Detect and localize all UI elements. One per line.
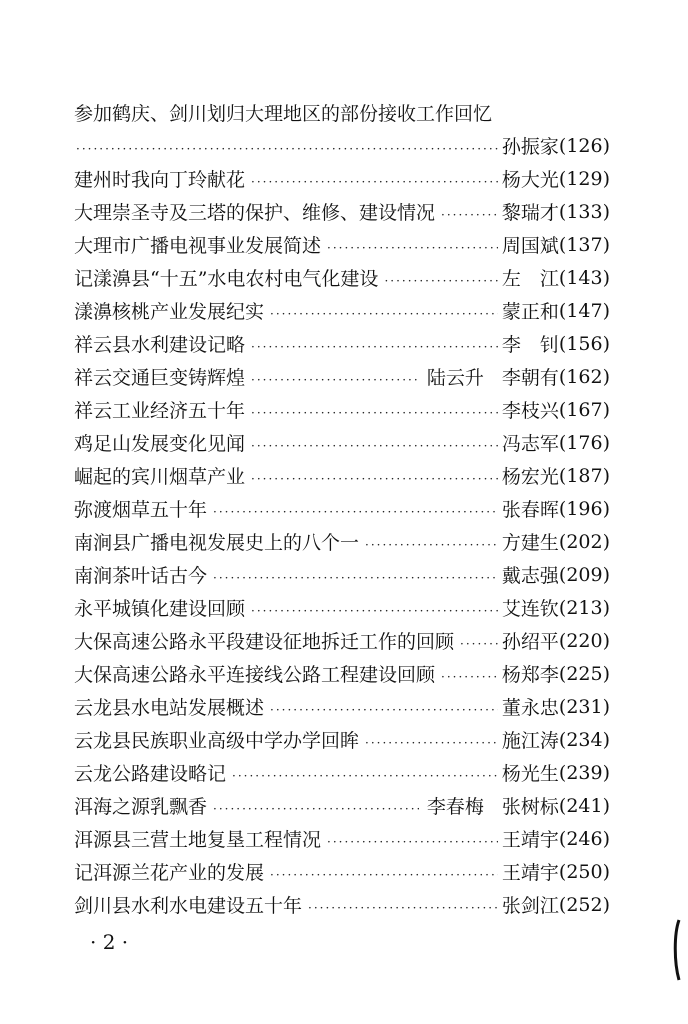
toc-entry bbox=[74, 525, 610, 558]
entry-author: 冯志军 bbox=[501, 433, 559, 455]
entry-title: 参加鹤庆、剑川划归大理地区的部份接收工作回忆 bbox=[74, 103, 493, 125]
entry-title: 崛起的宾川烟草产业 bbox=[74, 466, 246, 488]
entry-title: 记漾濞县“十五”水电农村电气化建设 bbox=[74, 268, 379, 290]
entry-title: 大理崇圣寺及三塔的保护、维修、建设情况 bbox=[74, 202, 436, 224]
toc-entry-continuation bbox=[74, 129, 610, 162]
entry-coauthor: 李春梅 bbox=[419, 792, 498, 819]
entry-title: 弥渡烟草五十年 bbox=[74, 499, 208, 521]
leader-dots bbox=[363, 737, 498, 749]
leader-dots bbox=[363, 539, 498, 551]
entry-page: (231) bbox=[558, 695, 610, 718]
entry-page: (246) bbox=[558, 827, 610, 850]
toc-entry bbox=[74, 723, 610, 756]
toc-entry bbox=[74, 822, 610, 855]
toc-entries bbox=[74, 162, 610, 921]
entry-title: 云龙县水电站发展概述 bbox=[74, 697, 265, 719]
entry-author: 黎瑞才 bbox=[501, 202, 559, 224]
leader-dots bbox=[249, 473, 498, 485]
page-footer-number: · 2 · bbox=[90, 930, 129, 954]
leader-dots bbox=[249, 341, 498, 353]
entry-author: 杨光生 bbox=[501, 763, 559, 785]
toc-entry bbox=[74, 624, 610, 657]
leader-dots bbox=[268, 308, 498, 320]
entry-author: 施江涛 bbox=[501, 730, 559, 752]
toc-entry bbox=[74, 228, 610, 261]
leader-dots bbox=[211, 506, 498, 518]
toc-entry bbox=[74, 459, 610, 492]
toc-entry bbox=[74, 756, 610, 789]
table-of-contents bbox=[74, 96, 610, 921]
entry-page: (225) bbox=[558, 662, 610, 685]
entry-author: 孙绍平 bbox=[501, 631, 559, 653]
entry-page: (137) bbox=[558, 233, 610, 256]
entry-title: 洱源县三营土地复垦工程情况 bbox=[74, 829, 322, 851]
entry-page: (133) bbox=[558, 200, 610, 223]
leader-dots bbox=[306, 902, 498, 914]
entry-page: (167) bbox=[558, 398, 610, 421]
toc-entry bbox=[74, 162, 610, 195]
entry-author: 蒙正和 bbox=[501, 301, 559, 323]
entry-author: 李朝有 bbox=[501, 367, 559, 389]
leader-dots bbox=[439, 209, 498, 221]
entry-page: (250) bbox=[558, 860, 610, 883]
entry-author: 周国斌 bbox=[501, 235, 559, 257]
entry-author: 左 江 bbox=[501, 268, 559, 290]
entry-title: 鸡足山发展变化见闻 bbox=[74, 433, 246, 455]
entry-page: (234) bbox=[558, 728, 610, 751]
entry-title: 大保高速公路永平段建设征地拆迁工作的回顾 bbox=[74, 631, 455, 653]
page-edge-mark bbox=[672, 918, 682, 982]
entry-title: 大保高速公路永平连接线公路工程建设回顾 bbox=[74, 664, 436, 686]
entry-author: 戴志强 bbox=[501, 565, 559, 587]
entry-author: 张树标 bbox=[501, 796, 559, 818]
entry-title: 永平城镇化建设回顾 bbox=[74, 598, 246, 620]
leader-dots bbox=[249, 440, 498, 452]
entry-author: 李 钊 bbox=[501, 334, 559, 356]
entry-author: 董永忠 bbox=[501, 697, 559, 719]
leader-dots bbox=[249, 407, 498, 419]
toc-entry bbox=[74, 888, 610, 921]
entry-title: 剑川县水利水电建设五十年 bbox=[74, 895, 303, 917]
entry-title: 南涧县广播电视发展史上的八个一 bbox=[74, 532, 360, 554]
entry-title: 云龙公路建设略记 bbox=[74, 763, 227, 785]
entry-author: 张剑江 bbox=[501, 895, 559, 917]
entry-page: (202) bbox=[558, 530, 610, 553]
entry-author: 方建生 bbox=[501, 532, 559, 554]
entry-page: (220) bbox=[558, 629, 610, 652]
leader-dots bbox=[325, 242, 498, 254]
entry-author: 张春晖 bbox=[501, 499, 559, 521]
toc-entry bbox=[74, 195, 610, 228]
toc-entry bbox=[74, 558, 610, 591]
entry-title: 建州时我向丁玲献花 bbox=[74, 169, 246, 191]
toc-entry bbox=[74, 426, 610, 459]
leader-dots bbox=[249, 374, 419, 386]
entry-title: 大理市广播电视事业发展简述 bbox=[74, 235, 322, 257]
entry-page: (196) bbox=[558, 497, 610, 520]
leader-dots bbox=[382, 275, 497, 287]
entry-page: (209) bbox=[558, 563, 610, 586]
toc-entry bbox=[74, 261, 610, 294]
entry-title: 洱海之源乳飘香 bbox=[74, 796, 208, 818]
entry-author: 艾连钦 bbox=[501, 598, 559, 620]
entry-author: 杨大光 bbox=[501, 169, 559, 191]
entry-page: (239) bbox=[558, 761, 610, 784]
entry-title: 记洱源兰花产业的发展 bbox=[74, 862, 265, 884]
entry-page: (162) bbox=[558, 365, 610, 388]
toc-entry bbox=[74, 294, 610, 327]
entry-page: (156) bbox=[558, 332, 610, 355]
entry-title: 云龙县民族职业高级中学办学回眸 bbox=[74, 730, 360, 752]
leader-dots bbox=[249, 176, 498, 188]
entry-page: (252) bbox=[558, 893, 610, 916]
toc-entry bbox=[74, 360, 610, 393]
leader-dots bbox=[268, 704, 498, 716]
leader-dots bbox=[249, 605, 498, 617]
entry-author: 杨郑李 bbox=[501, 664, 559, 686]
entry-author: 李枝兴 bbox=[501, 400, 559, 422]
toc-entry bbox=[74, 690, 610, 723]
entry-page: (147) bbox=[558, 299, 610, 322]
toc-entry bbox=[74, 327, 610, 360]
leader-dots bbox=[439, 671, 498, 683]
entry-author: 王靖宇 bbox=[501, 829, 559, 851]
entry-page: (129) bbox=[558, 167, 610, 190]
toc-entry-title-line bbox=[74, 96, 610, 129]
entry-page: (176) bbox=[558, 431, 610, 454]
toc-entry bbox=[74, 789, 610, 822]
entry-title: 祥云交通巨变铸辉煌 bbox=[74, 367, 246, 389]
toc-entry bbox=[74, 591, 610, 624]
toc-entry bbox=[74, 657, 610, 690]
entry-coauthor: 陆云升 bbox=[419, 363, 498, 390]
entry-author: 王靖宇 bbox=[501, 862, 559, 884]
entry-author: 杨宏光 bbox=[501, 466, 559, 488]
leader-dots bbox=[230, 770, 498, 782]
entry-title: 祥云县水利建设记略 bbox=[74, 334, 246, 356]
leader-dots bbox=[325, 836, 498, 848]
leader-dots bbox=[458, 638, 498, 650]
toc-entry bbox=[74, 492, 610, 525]
entry-page: (213) bbox=[558, 596, 610, 619]
entry-title: 南涧茶叶话古今 bbox=[74, 565, 208, 587]
entry-page: (143) bbox=[558, 266, 610, 289]
entry-author: 孙振家 bbox=[501, 136, 559, 158]
entry-page: (126) bbox=[558, 134, 610, 157]
toc-entry bbox=[74, 855, 610, 888]
entry-title: 祥云工业经济五十年 bbox=[74, 400, 246, 422]
leader-dots bbox=[211, 803, 419, 815]
leader-dots bbox=[211, 572, 498, 584]
leader-dots bbox=[268, 869, 498, 881]
toc-entry bbox=[74, 393, 610, 426]
entry-page: (241) bbox=[558, 794, 610, 817]
entry-title: 漾濞核桃产业发展纪实 bbox=[74, 301, 265, 323]
leader-dots bbox=[74, 143, 498, 155]
entry-page: (187) bbox=[558, 464, 610, 487]
